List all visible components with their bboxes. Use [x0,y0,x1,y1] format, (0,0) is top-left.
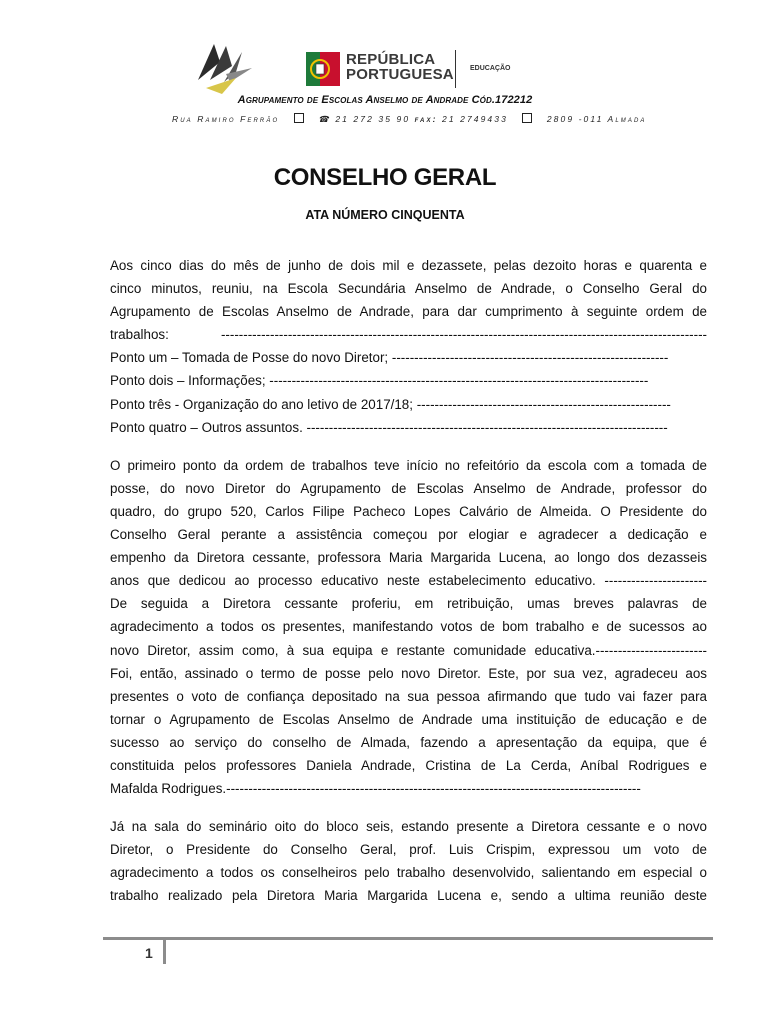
document-title: CONSELHO GERAL [273,164,497,191]
agenda-item: Ponto quatro – Outros assuntos. --------------------------------------------------------------------------------- [110,419,668,435]
republica-wordmark: REPÚBLICA PORTUGUESA [346,51,454,83]
text-line: trabalhos: ------------------------------------------------------------------------------------------------------------- [110,327,707,343]
text-line: trabalho realizado pela Diretora Maria Margarida Lucena e, sendo a ultima reunião deste [110,888,707,904]
text-line: cinco minutos, reuniu, na Escola Secundária Anselmo de Andrade, o Conselho Geral do [110,281,707,297]
text-line: Conselho Geral perante a assistência começou por elogiar e agradecer a dedicação e [110,527,707,543]
separator-box-icon [522,113,532,123]
agenda-item: Ponto dois – Informações; ------------------------------------------------------------------------------------- [110,373,649,389]
text-line: De seguida a Diretora cessante proferiu, em retribuição, umas breves palavras de [110,596,707,612]
document-subtitle: ATA NÚMERO CINQUENTA [305,208,465,222]
text-line: tornar o Agrupamento de Escolas Anselmo de Andrade uma instituição de educação e de [110,711,707,727]
text-line: presentes o voto de confiança depositado na sua pessoa afirmando que tudo vai fazer para [110,688,707,704]
footer-rule [103,937,713,940]
text-line: quadro, do grupo 520, Carlos Filipe Pacheco Lopes Calvário de Almeida. O Presidente do [110,503,707,519]
ministry-label: EDUCAÇÃO [470,65,511,72]
agenda-item: Ponto um – Tomada de Posse do novo Diretor; -------------------------------------------------------------- [110,350,669,366]
footer-divider [163,937,166,964]
school-name: Agrupamento de Escolas Anselmo de Andrade Cód.172212 [237,94,533,106]
address-line [172,113,647,125]
school-logo [196,38,254,96]
text-line: sucesso ao serviço do conselho de Almada, fazendo a apresentação da equipa, que é [110,734,707,750]
text-line: empenho da Diretora cessante, professora Maria Margarida Lucena, ao longo dos dezasseis [110,550,707,566]
text-line: constituida pelos professores Daniela Andrade, Cristina de La Cerda, Aníbal Rodrigues e [110,757,707,773]
text-line: Diretor, o Presidente do Conselho Geral, prof. Luis Crispim, expressou um voto de [110,842,707,858]
agenda-item: Ponto três - Organização do ano letivo de 2017/18; --------------------------------------------------------- [110,396,671,412]
text-line: Agrupamento de Escolas Anselmo de Andrade, para dar cumprimento à seguinte ordem de [110,304,707,320]
minutes-body [110,254,707,908]
text-line: anos que dedicou ao processo educativo neste estabelecimento educativo. ----------------------- [110,573,707,589]
text-line: Já na sala do seminário oito do bloco seis, estando presente a Diretora cessante e o novo [110,819,707,835]
page-number: 1 [145,945,153,961]
address-street: Rua Ramiro Ferrão [172,114,280,124]
text-line: posse, do novo Diretor do Agrupamento de Escolas Anselmo de Andrade, professor do [110,480,707,496]
text-line: novo Diretor, assim como, à sua equipa e restante comunidade educativa.------------------------- [110,642,707,658]
text-line: agradecimento a todos os conselheiros pelo trabalho desenvolvido, salientando em especial o [110,865,707,881]
text-line: O primeiro ponto da ordem de trabalhos teve início no refeitório da escola com a tomada de [110,457,707,473]
address-fax: 21 2749433 [442,114,508,124]
address-fax-label: fax: [414,114,438,124]
text-line: agradecimento a todos os presentes, manifestando votos de bom trabalho e de sucessos ao [110,619,707,635]
address-postal: 2809 -011 Almada [546,114,647,124]
coat-of-arms-icon [306,52,340,86]
separator-box-icon [294,113,304,123]
address-phone: ☎ 21 272 35 90 [318,114,411,124]
text-line: Mafalda Rodrigues.--------------------------------------------------------------------------------------------- [110,781,641,797]
text-line: Foi, então, assinado o termo de posse pelo novo Diretor. Este, por sua vez, agradeceu aos [110,665,707,681]
logo-divider [455,50,456,88]
text-line: Aos cinco dias do mês de junho de dois mil e dezassete, pelas dezoito horas e quarenta e [110,258,707,273]
